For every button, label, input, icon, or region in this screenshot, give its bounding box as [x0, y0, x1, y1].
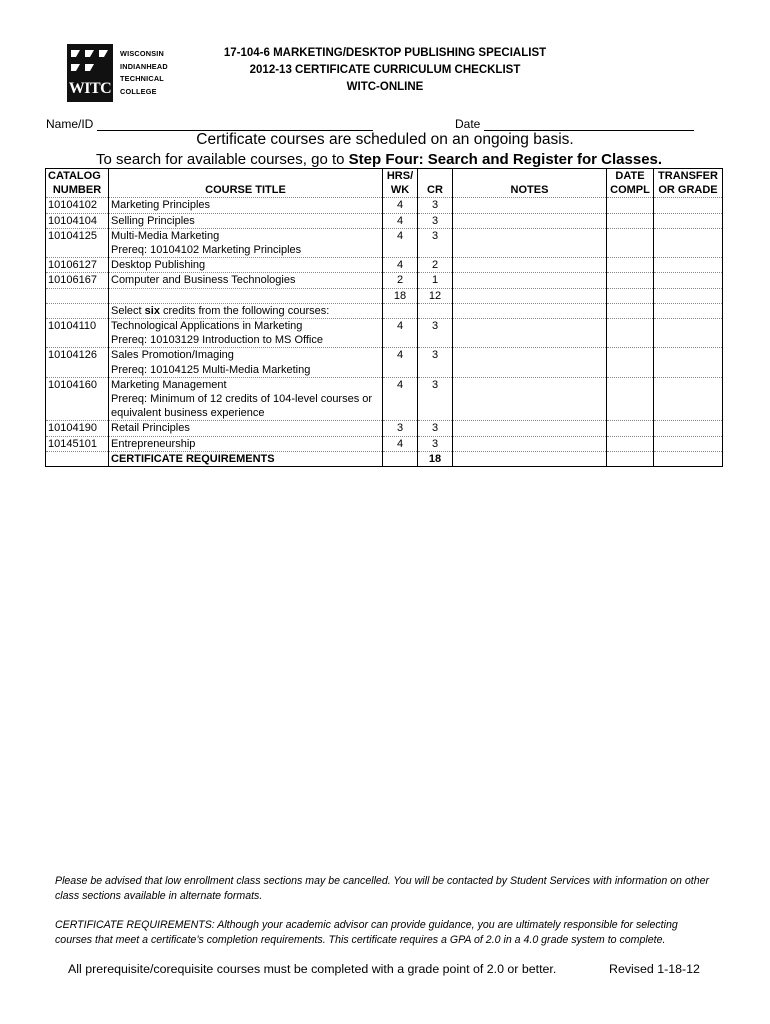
logo-line: WISCONSIN	[120, 49, 164, 58]
prereq-cell: Prereq: Minimum of 12 credits of 104-level courses or	[109, 392, 383, 406]
cr-cell	[418, 363, 453, 378]
cr-cell: 3	[418, 213, 453, 228]
cr-cell	[418, 392, 453, 406]
catalog-cell: 10104104	[46, 213, 109, 228]
date-cell[interactable]	[607, 288, 654, 303]
notes-cell[interactable]	[453, 392, 607, 406]
notes-cell[interactable]	[453, 421, 607, 436]
name-label: Name/ID	[46, 117, 94, 131]
cr-cell: 3	[418, 348, 453, 363]
cr-cell	[418, 333, 453, 348]
date-field[interactable]	[455, 117, 694, 131]
date-cell[interactable]	[607, 258, 654, 273]
grade-cell[interactable]	[654, 243, 723, 258]
catalog-cell: 10104125	[46, 228, 109, 243]
date-cell[interactable]	[607, 213, 654, 228]
grade-note: All prerequisite/corequisite courses must be completed with a grade point of 2.0 or better.	[68, 962, 557, 976]
cr-cell: 3	[418, 319, 453, 334]
date-label: Date	[455, 117, 481, 131]
date-cell[interactable]	[607, 333, 654, 348]
catalog-cell	[46, 406, 109, 421]
table-row	[46, 228, 723, 243]
cr-cell: 3	[418, 436, 453, 451]
flag-icon	[85, 50, 94, 57]
date-cell[interactable]	[607, 319, 654, 334]
elective-instruction	[109, 303, 383, 318]
header-wk: WK	[383, 183, 418, 198]
flag-icon	[71, 64, 80, 71]
date-cell[interactable]	[607, 451, 654, 466]
logo-line: INDIANHEAD	[120, 61, 168, 71]
checklist-title: 2012-13 CERTIFICATE CURRICULUM CHECKLIST	[249, 64, 521, 76]
logo-mark	[67, 44, 113, 102]
header-number: NUMBER	[46, 183, 109, 198]
grade-cell[interactable]	[654, 421, 723, 436]
subtotal-hrs: 18	[383, 288, 418, 303]
hrs-cell	[383, 363, 418, 378]
notes-cell[interactable]	[453, 273, 607, 288]
hrs-cell: 4	[383, 228, 418, 243]
notes-cell[interactable]	[453, 319, 607, 334]
notes-cell[interactable]	[453, 377, 607, 392]
hrs-cell	[383, 243, 418, 258]
revised-date: Revised 1-18-12	[609, 962, 700, 976]
hrs-cell	[383, 303, 418, 318]
table-row	[46, 213, 723, 228]
table-row	[46, 243, 723, 258]
subtotal-cr: 12	[418, 288, 453, 303]
title-cell	[109, 288, 383, 303]
date-cell[interactable]	[607, 363, 654, 378]
grade-cell[interactable]	[654, 377, 723, 392]
elective-instruction-row	[46, 303, 723, 318]
grade-cell[interactable]	[654, 392, 723, 406]
select-prefix: Select	[111, 304, 145, 317]
catalog-cell: 10104102	[46, 198, 109, 213]
catalog-cell	[46, 392, 109, 406]
grade-cell[interactable]	[654, 348, 723, 363]
title-cell: Desktop Publishing	[109, 258, 383, 273]
notes-cell[interactable]	[453, 213, 607, 228]
prereq-cell: Prereq: 10104102 Marketing Principles	[109, 243, 383, 258]
grade-cell[interactable]	[654, 273, 723, 288]
notes-cell[interactable]	[453, 243, 607, 258]
hrs-cell	[383, 451, 418, 466]
flag-icon	[99, 50, 108, 57]
date-cell[interactable]	[607, 273, 654, 288]
date-cell[interactable]	[607, 228, 654, 243]
cr-cell: 2	[418, 258, 453, 273]
date-cell[interactable]	[607, 377, 654, 392]
table-row	[46, 273, 723, 288]
table-row	[46, 377, 723, 392]
catalog-cell	[46, 243, 109, 258]
subtotal-row	[46, 288, 723, 303]
catalog-cell: 10104110	[46, 319, 109, 334]
hrs-cell	[383, 333, 418, 348]
table-row	[46, 198, 723, 213]
date-cell[interactable]	[607, 421, 654, 436]
notes-cell[interactable]	[453, 333, 607, 348]
hrs-cell: 4	[383, 198, 418, 213]
enrollment-note: Please be advised that low enrollment class sections may be cancelled. You will be contacted by Student Services with information on other class sections available in alternate formats.	[55, 875, 710, 902]
search-notice-text: To search for available courses, go to	[96, 151, 349, 168]
catalog-cell: 10104126	[46, 348, 109, 363]
grade-cell[interactable]	[654, 228, 723, 243]
table-row	[46, 333, 723, 348]
header-cr: CR	[418, 183, 453, 198]
grade-cell[interactable]	[654, 363, 723, 378]
flag-icon	[71, 50, 80, 57]
table-row	[46, 436, 723, 451]
catalog-cell	[46, 303, 109, 318]
date-cell[interactable]	[607, 392, 654, 406]
logo-wordmark: WITC	[68, 80, 112, 97]
notes-cell[interactable]	[453, 303, 607, 318]
date-cell[interactable]	[607, 303, 654, 318]
date-cell[interactable]	[607, 348, 654, 363]
table-row	[46, 348, 723, 363]
total-label: CERTIFICATE REQUIREMENTS	[109, 451, 383, 466]
grade-cell[interactable]	[654, 258, 723, 273]
header-hrs: HRS/	[383, 169, 418, 184]
hrs-cell: 4	[383, 348, 418, 363]
cr-cell	[418, 406, 453, 421]
cr-cell: 1	[418, 273, 453, 288]
header-transfer: TRANSFER	[654, 169, 723, 184]
hrs-cell	[383, 392, 418, 406]
notes-cell[interactable]	[453, 451, 607, 466]
notes-cell[interactable]	[453, 436, 607, 451]
grade-cell[interactable]	[654, 319, 723, 334]
notes-cell[interactable]	[453, 228, 607, 243]
grade-cell[interactable]	[654, 288, 723, 303]
header-date: DATE	[607, 169, 654, 184]
prereq-cell: Prereq: 10104125 Multi-Media Marketing	[109, 363, 383, 378]
title-cell: Entrepreneurship	[109, 436, 383, 451]
hrs-cell: 3	[383, 421, 418, 436]
cr-cell: 3	[418, 421, 453, 436]
hrs-cell: 4	[383, 436, 418, 451]
logo-text	[120, 48, 168, 98]
flag-icon	[85, 64, 94, 71]
catalog-cell: 10104160	[46, 377, 109, 392]
header-compl: COMPL	[607, 183, 654, 198]
grade-cell[interactable]	[654, 436, 723, 451]
header-course-title: COURSE TITLE	[109, 183, 383, 198]
cr-cell: 3	[418, 198, 453, 213]
schedule-notice: Certificate courses are scheduled on an ongoing basis.	[196, 131, 574, 148]
grade-cell[interactable]	[654, 213, 723, 228]
notes-cell[interactable]	[453, 288, 607, 303]
catalog-cell: 10106127	[46, 258, 109, 273]
cr-cell: 3	[418, 377, 453, 392]
hrs-cell: 2	[383, 273, 418, 288]
college-logo	[67, 44, 177, 102]
cr-cell: 3	[418, 228, 453, 243]
notes-cell[interactable]	[453, 406, 607, 421]
hrs-cell: 4	[383, 213, 418, 228]
catalog-cell: 10106167	[46, 273, 109, 288]
catalog-cell	[46, 451, 109, 466]
date-cell[interactable]	[607, 243, 654, 258]
grade-cell[interactable]	[654, 303, 723, 318]
grade-cell[interactable]	[654, 198, 723, 213]
table-row	[46, 406, 723, 421]
total-cr: 18	[418, 451, 453, 466]
grade-cell[interactable]	[654, 406, 723, 421]
catalog-cell	[46, 333, 109, 348]
notes-cell[interactable]	[453, 198, 607, 213]
search-notice-step: Step Four: Search and Register for Classes.	[348, 151, 663, 168]
table-header-row	[46, 183, 723, 198]
catalog-cell	[46, 363, 109, 378]
catalog-cell: 10104190	[46, 421, 109, 436]
header-notes: NOTES	[453, 183, 607, 198]
grade-cell[interactable]	[654, 333, 723, 348]
program-title: 17-104-6 MARKETING/DESKTOP PUBLISHING SPECIALIST	[223, 47, 547, 59]
date-cell[interactable]	[607, 198, 654, 213]
hrs-cell	[383, 406, 418, 421]
hrs-cell: 4	[383, 377, 418, 392]
table-row	[46, 421, 723, 436]
course-table	[45, 168, 723, 467]
title-cell: Technological Applications in Marketing	[109, 319, 383, 334]
title-cell: Selling Principles	[109, 213, 383, 228]
cr-cell	[418, 243, 453, 258]
table-row	[46, 392, 723, 406]
hrs-cell: 4	[383, 258, 418, 273]
prereq-cell: Prereq: 10103129 Introduction to MS Office	[109, 333, 383, 348]
header-notes-blank	[453, 169, 607, 184]
name-field[interactable]	[46, 117, 373, 131]
logo-line: TECHNICAL	[120, 74, 164, 84]
total-row	[46, 451, 723, 466]
delivery-title: WITC-ONLINE	[346, 81, 424, 93]
title-cell: Marketing Principles	[109, 198, 383, 213]
table-row	[46, 363, 723, 378]
select-count: six	[144, 304, 160, 317]
header-catalog: CATALOG	[46, 169, 109, 184]
header-cr-blank	[418, 169, 453, 184]
table-row	[46, 319, 723, 334]
title-cell: Sales Promotion/Imaging	[109, 348, 383, 363]
table-row	[46, 258, 723, 273]
notes-cell[interactable]	[453, 363, 607, 378]
cr-cell	[418, 303, 453, 318]
header-grade: OR GRADE	[654, 183, 723, 198]
date-cell[interactable]	[607, 406, 654, 421]
title-cell: Computer and Business Technologies	[109, 273, 383, 288]
date-cell[interactable]	[607, 436, 654, 451]
catalog-cell: 10145101	[46, 436, 109, 451]
notes-cell[interactable]	[453, 348, 607, 363]
notes-cell[interactable]	[453, 258, 607, 273]
title-cell: Retail Principles	[109, 421, 383, 436]
title-cell: Multi-Media Marketing	[109, 228, 383, 243]
name-input-line[interactable]	[97, 119, 373, 131]
logo-line: COLLEGE	[120, 86, 157, 96]
grade-cell[interactable]	[654, 451, 723, 466]
date-input-line[interactable]	[484, 119, 694, 131]
hrs-cell: 4	[383, 319, 418, 334]
catalog-cell	[46, 288, 109, 303]
prereq-cell: equivalent business experience	[109, 406, 383, 421]
requirements-note: CERTIFICATE REQUIREMENTS: Although your academic advisor can provide guidance, you are ultimately responsible for selecting courses that meet a certificate’s completion requirements. This certificate requires a GPA of 2.0 in a 4.0 grade system to complete.	[55, 919, 678, 946]
table-header-row	[46, 169, 723, 184]
search-notice	[96, 151, 662, 168]
title-cell: Marketing Management	[109, 377, 383, 392]
select-suffix: credits from the following courses:	[159, 304, 330, 317]
header-title-blank	[109, 169, 383, 184]
